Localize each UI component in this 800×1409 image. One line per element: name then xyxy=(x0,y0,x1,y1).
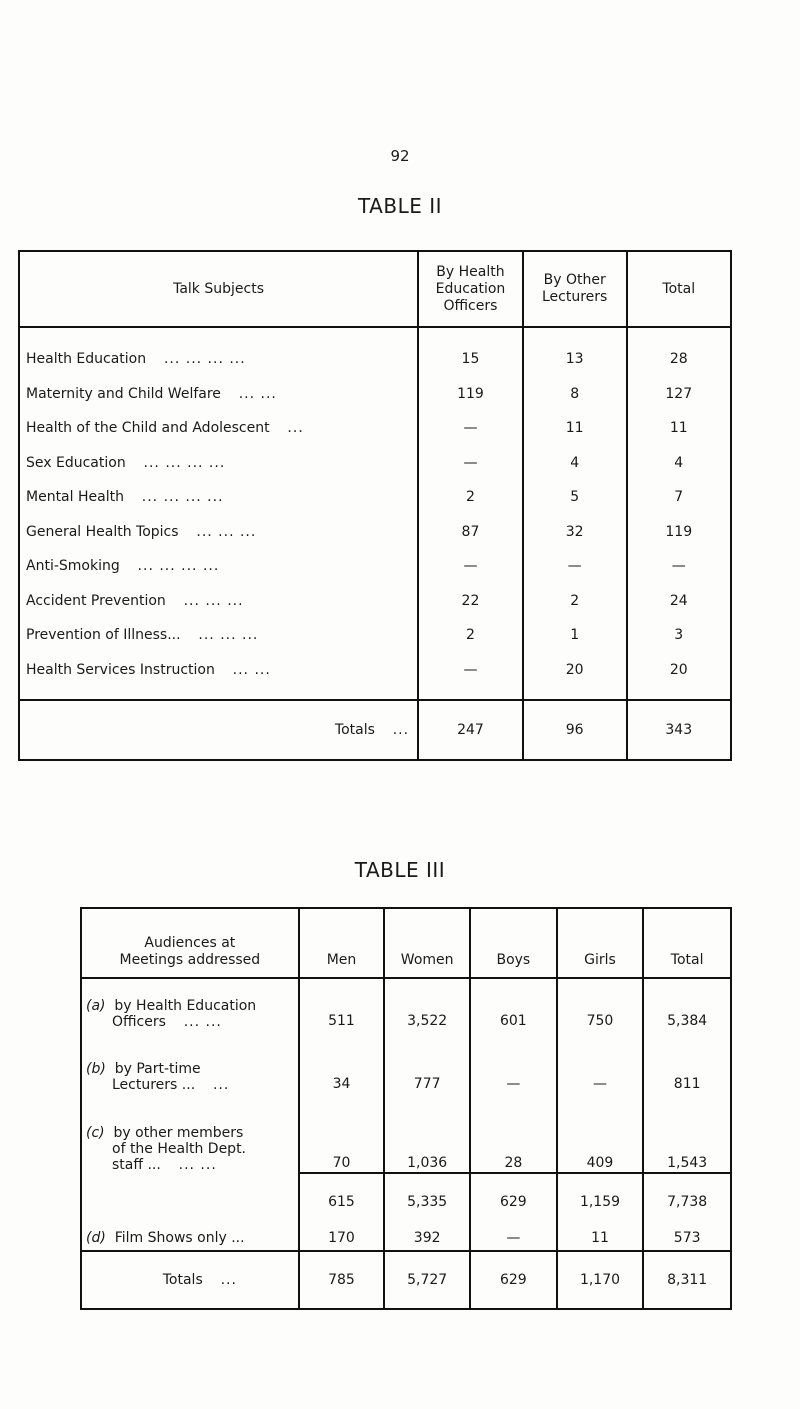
other-cell: 4 xyxy=(523,446,627,481)
total-cell: 11 xyxy=(627,411,731,446)
men-cell: 170 xyxy=(299,1210,385,1251)
subtotal-row xyxy=(81,1173,731,1210)
subject-cell: Maternity and Child Welfare ... ... xyxy=(19,377,418,412)
total-cell: 20 xyxy=(627,653,731,701)
totals-other: 96 xyxy=(523,700,627,760)
table-3-title: TABLE III xyxy=(354,858,446,882)
totals-total: 8,311 xyxy=(643,1251,731,1309)
header-by-health-education-officers: By Health Education Officers xyxy=(418,251,523,327)
table-row xyxy=(19,653,731,701)
other-cell: 13 xyxy=(523,327,627,377)
audience-cell: (b) by Part-time Lecturers ... ... xyxy=(81,1030,299,1093)
header-total: Total xyxy=(643,908,731,978)
totals-label: Totals ... xyxy=(81,1251,299,1309)
table-2-title: TABLE II xyxy=(358,194,442,218)
table-row xyxy=(19,411,731,446)
total-cell: 7 xyxy=(627,480,731,515)
header-girls: Girls xyxy=(557,908,644,978)
header-boys: Boys xyxy=(470,908,557,978)
girls-cell: 1,159 xyxy=(557,1173,644,1210)
heo-cell: 15 xyxy=(418,327,523,377)
header-total: Total xyxy=(627,251,731,327)
audience-cell: (c) by other members of the Health Dept. staff ... ... ... xyxy=(81,1093,299,1173)
total-cell: 119 xyxy=(627,515,731,550)
table-2-talk-subjects xyxy=(18,250,732,761)
men-cell: 34 xyxy=(299,1030,385,1093)
subject-cell: Accident Prevention ... ... ... xyxy=(19,584,418,619)
heo-cell: — xyxy=(418,549,523,584)
totals-total: 343 xyxy=(627,700,731,760)
table-3-audiences xyxy=(80,907,732,1310)
heo-cell: 119 xyxy=(418,377,523,412)
heo-cell: — xyxy=(418,446,523,481)
total-cell: 7,738 xyxy=(643,1173,731,1210)
boys-cell: 629 xyxy=(470,1173,557,1210)
page-number: 92 xyxy=(390,147,410,165)
table-row xyxy=(19,480,731,515)
totals-men: 785 xyxy=(299,1251,385,1309)
subject-cell: Mental Health ... ... ... ... xyxy=(19,480,418,515)
girls-cell: 750 xyxy=(557,978,644,1030)
totals-heo: 247 xyxy=(418,700,523,760)
audience-cell: (d) Film Shows only ... xyxy=(81,1210,299,1251)
heo-cell: 2 xyxy=(418,480,523,515)
table-row xyxy=(19,584,731,619)
table-row xyxy=(19,327,731,377)
table-row xyxy=(81,1210,731,1251)
header-men: Men xyxy=(299,908,385,978)
total-cell: 4 xyxy=(627,446,731,481)
girls-cell: 11 xyxy=(557,1210,644,1251)
total-cell: 127 xyxy=(627,377,731,412)
girls-cell: 409 xyxy=(557,1093,644,1173)
subject-cell: General Health Topics ... ... ... xyxy=(19,515,418,550)
boys-cell: — xyxy=(470,1030,557,1093)
table-3-header-row xyxy=(81,908,731,978)
men-cell: 615 xyxy=(299,1173,385,1210)
men-cell: 511 xyxy=(299,978,385,1030)
total-cell: 24 xyxy=(627,584,731,619)
total-cell: 811 xyxy=(643,1030,731,1093)
boys-cell: 601 xyxy=(470,978,557,1030)
other-cell: 32 xyxy=(523,515,627,550)
subject-cell: Prevention of Illness... ... ... ... xyxy=(19,618,418,653)
audience-cell: (a) by Health Education Officers ... ... xyxy=(81,978,299,1030)
heo-cell: 87 xyxy=(418,515,523,550)
total-cell: 28 xyxy=(627,327,731,377)
women-cell: 5,335 xyxy=(384,1173,470,1210)
other-cell: 5 xyxy=(523,480,627,515)
table-row xyxy=(81,978,731,1030)
heo-cell: — xyxy=(418,653,523,701)
totals-women: 5,727 xyxy=(384,1251,470,1309)
table-row xyxy=(19,446,731,481)
boys-cell: — xyxy=(470,1210,557,1251)
total-cell: — xyxy=(627,549,731,584)
other-cell: 20 xyxy=(523,653,627,701)
table-row xyxy=(19,549,731,584)
header-talk-subjects: Talk Subjects xyxy=(19,251,418,327)
total-cell: 1,543 xyxy=(643,1093,731,1173)
subject-cell: Anti-Smoking ... ... ... ... xyxy=(19,549,418,584)
total-cell: 3 xyxy=(627,618,731,653)
men-cell: 70 xyxy=(299,1093,385,1173)
other-cell: 8 xyxy=(523,377,627,412)
heo-cell: 22 xyxy=(418,584,523,619)
heo-cell: 2 xyxy=(418,618,523,653)
audience-cell-empty xyxy=(81,1173,299,1210)
subject-cell: Sex Education ... ... ... ... xyxy=(19,446,418,481)
total-cell: 5,384 xyxy=(643,978,731,1030)
table-row xyxy=(81,1030,731,1093)
totals-girls: 1,170 xyxy=(557,1251,644,1309)
table-3-totals-row xyxy=(81,1251,731,1309)
table-2-header-row xyxy=(19,251,731,327)
header-women: Women xyxy=(384,908,470,978)
heo-cell: — xyxy=(418,411,523,446)
other-cell: 2 xyxy=(523,584,627,619)
subject-cell: Health Services Instruction ... ... xyxy=(19,653,418,701)
boys-cell: 28 xyxy=(470,1093,557,1173)
totals-boys: 629 xyxy=(470,1251,557,1309)
women-cell: 392 xyxy=(384,1210,470,1251)
total-cell: 573 xyxy=(643,1210,731,1251)
women-cell: 3,522 xyxy=(384,978,470,1030)
header-audiences: Audiences at Meetings addressed xyxy=(81,908,299,978)
subject-cell: Health of the Child and Adolescent ... xyxy=(19,411,418,446)
table-row xyxy=(19,618,731,653)
table-row xyxy=(19,515,731,550)
other-cell: — xyxy=(523,549,627,584)
table-2-totals-row xyxy=(19,700,731,760)
table-row xyxy=(81,1093,731,1173)
women-cell: 777 xyxy=(384,1030,470,1093)
other-cell: 1 xyxy=(523,618,627,653)
totals-label: Totals ... xyxy=(19,700,418,760)
subject-cell: Health Education ... ... ... ... xyxy=(19,327,418,377)
other-cell: 11 xyxy=(523,411,627,446)
header-by-other-lecturers: By Other Lecturers xyxy=(523,251,627,327)
women-cell: 1,036 xyxy=(384,1093,470,1173)
table-row xyxy=(19,377,731,412)
girls-cell: — xyxy=(557,1030,644,1093)
